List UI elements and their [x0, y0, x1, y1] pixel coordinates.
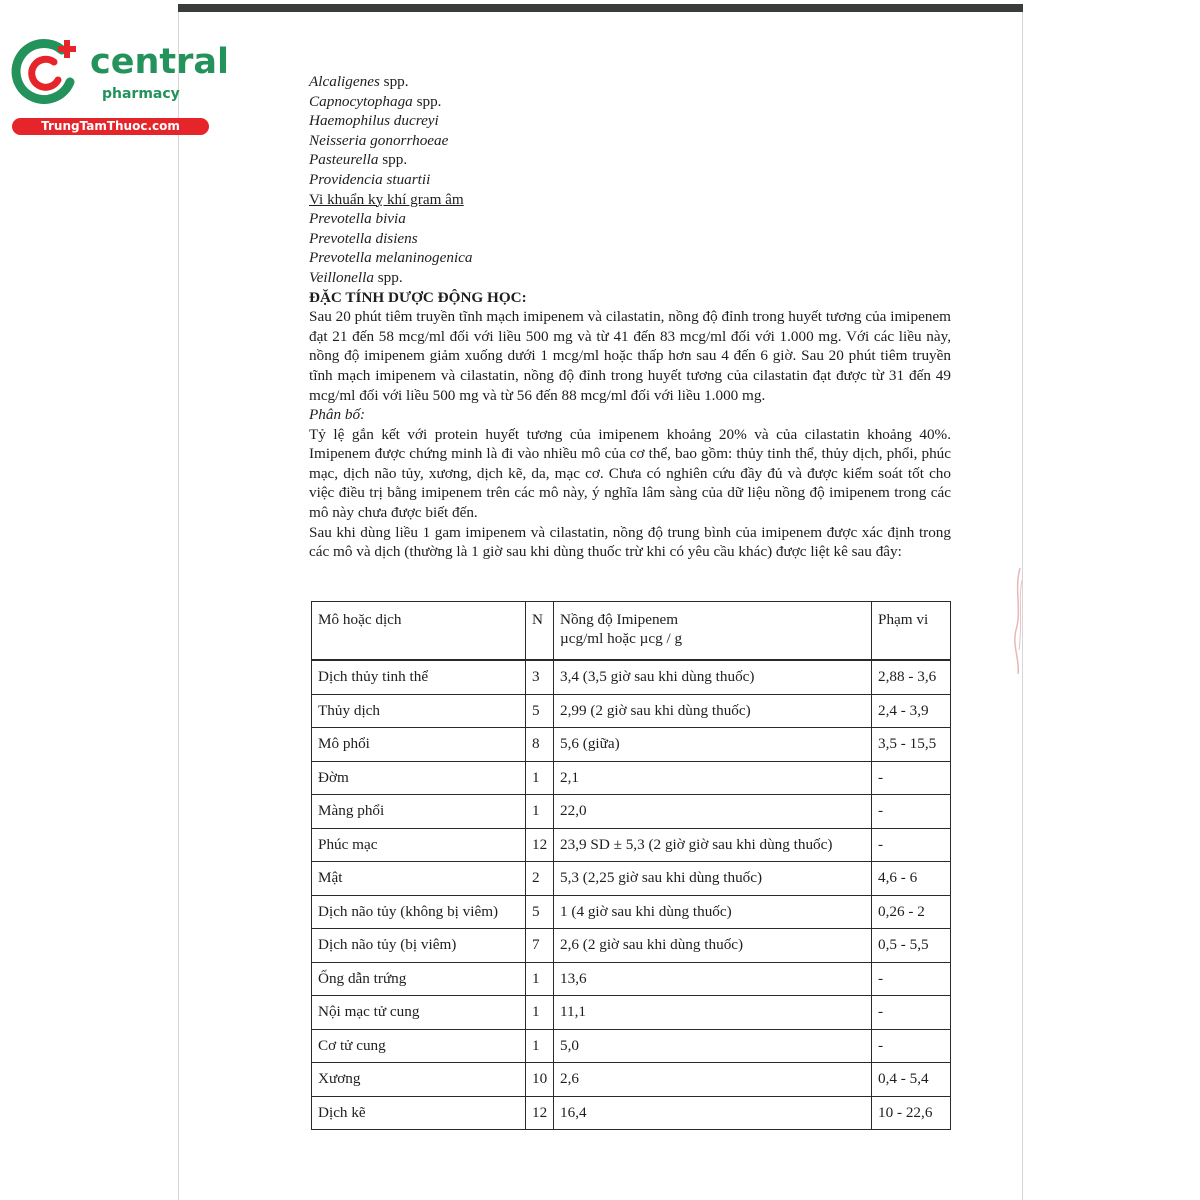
cell-range: 10 - 22,6: [872, 1096, 951, 1130]
cell-concentration: 1 (4 giờ sau khi dùng thuốc): [554, 895, 872, 929]
organism-item: [309, 150, 951, 170]
cell-concentration: 2,1: [554, 761, 872, 795]
table-row: [312, 862, 951, 896]
cell-tissue: Màng phổi: [312, 795, 526, 829]
pk-heading: ĐẶC TÍNH DƯỢC ĐỘNG HỌC:: [309, 288, 527, 306]
table-row: [312, 795, 951, 829]
table-row: [312, 761, 951, 795]
cell-range: 0,26 - 2: [872, 895, 951, 929]
organism-list-anaerobe: [309, 209, 951, 287]
cell-range: 3,5 - 15,5: [872, 728, 951, 762]
cell-tissue: Phúc mạc: [312, 828, 526, 862]
cell-concentration: 5,6 (giữa): [554, 728, 872, 762]
cell-tissue: Ống dẫn trứng: [312, 962, 526, 996]
cell-concentration: 11,1: [554, 996, 872, 1030]
cell-range: 0,4 - 5,4: [872, 1063, 951, 1097]
brand-name: central: [90, 42, 230, 82]
organism-item: [309, 268, 951, 288]
organism-name: Pasteurella: [309, 151, 379, 169]
organism-list-top: [309, 72, 951, 190]
organism-item: [309, 229, 951, 249]
cell-n: 12: [526, 828, 554, 862]
cell-n: 1: [526, 996, 554, 1030]
cell-tissue: Nội mạc tử cung: [312, 996, 526, 1030]
distribution-paragraph: Tỷ lệ gắn kết với protein huyết tương của imipenem khoảng 20% và của cilastatin khoảng 40%. Imipenem được chứng minh là đi vào nhiều mô của cơ thể, bao gồm: thủy tinh thể, thủy dịch, phổi, phúc mạc, dịch não tủy, xương, dịch kẽ, da, mạc cơ. Chưa có nghiên cứu đầy đủ và được kiểm soát tốt cho việc điều trị bằng imipenem trên các mô này, ý nghĩa lâm sàng của dữ liệu nồng độ imipenem trong các mô này chưa được biết đến.: [309, 425, 951, 522]
organism-name: Prevotella melaninogenica: [309, 249, 473, 267]
organism-name: Prevotella bivia: [309, 210, 406, 228]
cell-n: 5: [526, 895, 554, 929]
organism-name: Prevotella disiens: [309, 229, 418, 247]
cell-tissue: Mật: [312, 862, 526, 896]
brand-mark-icon: [10, 36, 82, 108]
cell-concentration: 2,6 (2 giờ sau khi dùng thuốc): [554, 929, 872, 963]
cell-concentration: 16,4: [554, 1096, 872, 1130]
brand-url[interactable]: TrungTamThuoc.com: [12, 118, 209, 135]
table-row: [312, 1029, 951, 1063]
organism-item: [309, 209, 951, 229]
table-row: [312, 1063, 951, 1097]
table-header-row: [312, 602, 951, 661]
cell-tissue: Dịch kẽ: [312, 1096, 526, 1130]
cell-n: 1: [526, 795, 554, 829]
cell-range: -: [872, 795, 951, 829]
table-row: [312, 828, 951, 862]
cell-range: -: [872, 828, 951, 862]
cell-concentration: 5,3 (2,25 giờ sau khi dùng thuốc): [554, 862, 872, 896]
cell-concentration: 23,9 SD ± 5,3 (2 giờ giờ sau khi dùng thuốc): [554, 828, 872, 862]
scan-top-bar: [178, 4, 1023, 12]
table-body: [312, 660, 951, 1130]
organism-suffix: spp.: [412, 92, 442, 110]
cell-range: -: [872, 962, 951, 996]
cell-concentration: 5,0: [554, 1029, 872, 1063]
pk-paragraph: Sau 20 phút tiêm truyền tĩnh mạch imipenem và cilastatin, nồng độ đỉnh trong huyết tương của imipenem đạt 21 đến 58 mcg/ml đối với liều 500 mg và từ 41 đến 83 mcg/ml đối với 1.000 mg. Với các liều này, nồng độ imipenem giảm xuống dưới 1 mcg/ml hoặc thấp hơn sau 4 đến 6 giờ. Sau 20 phút tiêm truyền tĩnh mạch imipenem và cilastatin, nồng độ đỉnh trong huyết tương của cilastatin đạt được từ 31 đến 49 mcg/ml đối với liều 500 mg và từ 56 đến 88 mcg/ml đối với liều 1.000 mg.: [309, 308, 951, 404]
organism-suffix: spp.: [378, 151, 408, 169]
red-stamp-mark: [1010, 560, 1024, 680]
cell-range: 0,5 - 5,5: [872, 929, 951, 963]
organism-name: Capnocytophaga: [309, 92, 413, 110]
table-row: [312, 996, 951, 1030]
table-row: [312, 962, 951, 996]
table-row: [312, 929, 951, 963]
cell-n: 7: [526, 929, 554, 963]
distribution-heading: Phân bố:: [309, 406, 366, 424]
organism-suffix: spp.: [379, 73, 409, 90]
cell-concentration: 13,6: [554, 962, 872, 996]
cell-tissue: Dịch thủy tinh thể: [312, 660, 526, 694]
cell-n: 1: [526, 1029, 554, 1063]
cell-tissue: Xương: [312, 1063, 526, 1097]
concentration-table: [311, 601, 951, 1130]
header-concentration-line1: Nồng độ Imipenem: [560, 611, 679, 628]
cell-tissue: Đờm: [312, 761, 526, 795]
organism-name: Neisseria gonorrhoeae: [309, 131, 449, 149]
cell-tissue: Mô phổi: [312, 728, 526, 762]
organism-name: Alcaligenes: [309, 73, 380, 90]
brand-subtitle: pharmacy: [102, 86, 180, 102]
organism-item: [309, 170, 951, 190]
table-row: [312, 694, 951, 728]
table-row: [312, 660, 951, 694]
cell-range: 4,6 - 6: [872, 862, 951, 896]
organism-item: [309, 92, 951, 112]
cell-n: 8: [526, 728, 554, 762]
cell-concentration: 2,99 (2 giờ sau khi dùng thuốc): [554, 694, 872, 728]
cell-n: 5: [526, 694, 554, 728]
cell-range: 2,88 - 3,6: [872, 660, 951, 694]
cell-n: 1: [526, 962, 554, 996]
document-body: [309, 72, 951, 562]
cell-n: 12: [526, 1096, 554, 1130]
organism-name: Veillonella: [309, 268, 374, 286]
table-row: [312, 895, 951, 929]
cell-range: 2,4 - 3,9: [872, 694, 951, 728]
cell-tissue: Thủy dịch: [312, 694, 526, 728]
cell-n: 10: [526, 1063, 554, 1097]
organism-name: Providencia stuartii: [309, 170, 431, 188]
header-concentration: [554, 602, 872, 661]
table-row: [312, 1096, 951, 1130]
cell-n: 1: [526, 761, 554, 795]
cell-concentration: 2,6: [554, 1063, 872, 1097]
table-row: [312, 728, 951, 762]
cell-n: 2: [526, 862, 554, 896]
cell-tissue: Cơ tử cung: [312, 1029, 526, 1063]
organism-item: [309, 72, 951, 92]
organism-item: [309, 248, 951, 268]
organism-item: [309, 131, 951, 151]
cell-range: -: [872, 996, 951, 1030]
cell-range: -: [872, 1029, 951, 1063]
brand-logo[interactable]: [10, 36, 230, 136]
header-tissue: Mô hoặc dịch: [312, 602, 526, 661]
anaerobe-heading: Vi khuẩn kỵ khí gram âm: [309, 190, 464, 208]
organism-name: Haemophilus ducreyi: [309, 112, 439, 130]
table-intro: Sau khi dùng liều 1 gam imipenem và cilastatin, nồng độ trung bình của imipenem được xác định trong các mô và dịch (thường là 1 giờ sau khi dùng thuốc trừ khi có yêu cầu khác) được liệt kê sau đây:: [309, 523, 951, 561]
cell-range: -: [872, 761, 951, 795]
organism-suffix: spp.: [373, 268, 403, 286]
cell-tissue: Dịch não tủy (không bị viêm): [312, 895, 526, 929]
header-n: N: [526, 602, 554, 661]
cell-n: 3: [526, 660, 554, 694]
cell-concentration: 3,4 (3,5 giờ sau khi dùng thuốc): [554, 660, 872, 694]
cell-tissue: Dịch não tủy (bị viêm): [312, 929, 526, 963]
organism-item: [309, 111, 951, 131]
header-range: Phạm vi: [872, 602, 951, 661]
page-edge-left: [178, 12, 179, 1200]
cell-concentration: 22,0: [554, 795, 872, 829]
header-concentration-line2: µcg/ml hoặc µcg / g: [560, 630, 683, 647]
